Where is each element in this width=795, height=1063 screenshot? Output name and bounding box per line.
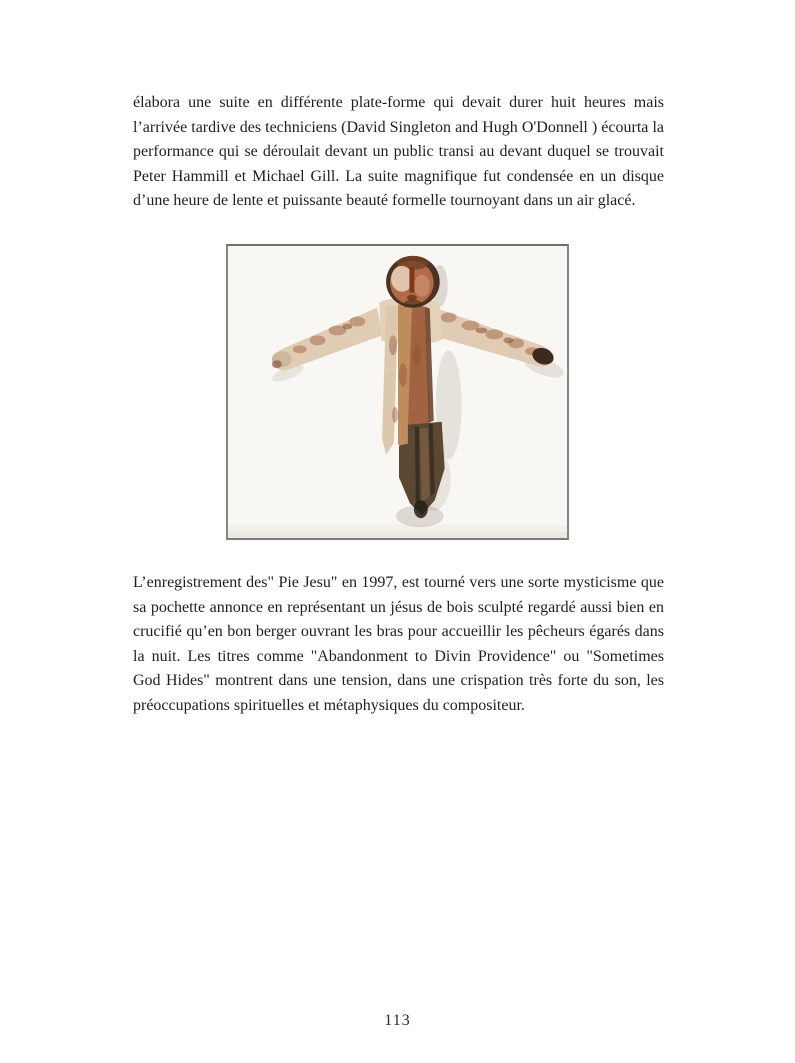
- album-cover-photo: [226, 244, 569, 540]
- figure-head: [386, 256, 440, 308]
- paragraph-1: élabora une suite en différente plate-forme qui devait durer huit heures mais l’arrivée tardive des techniciens (David Singleton and Hugh O'Donnell ) écourta la performance qui se déroulait devant un public transi au devant duquel se trouvait Peter Hammill et Michael Gill. La suite magnifique fut condensée en un disque d’une heure de lente et puissante beauté formelle tournoyant dans un air glacé.: [133, 94, 664, 209]
- paragraph-2: L’enregistrement des" Pie Jesu" en 1997, est tourné vers une sorte mysticisme que sa pochette annonce en représentant un jésus de bois sculpté regardé aussi bien en crucifié qu’en bon berger ouvrant les bras pour accueillir les pêcheurs égarés dans la nuit. Les titres comme "Abandonment to Divin Providence" ou "Sometimes God Hides" montrent dans une tension, dans une crispation très forte du son, les préoccupations spirituelles et métaphysiques du compositeur.: [133, 574, 664, 714]
- page-number: 113: [384, 1012, 411, 1029]
- carved-figure-illustration: [228, 246, 567, 538]
